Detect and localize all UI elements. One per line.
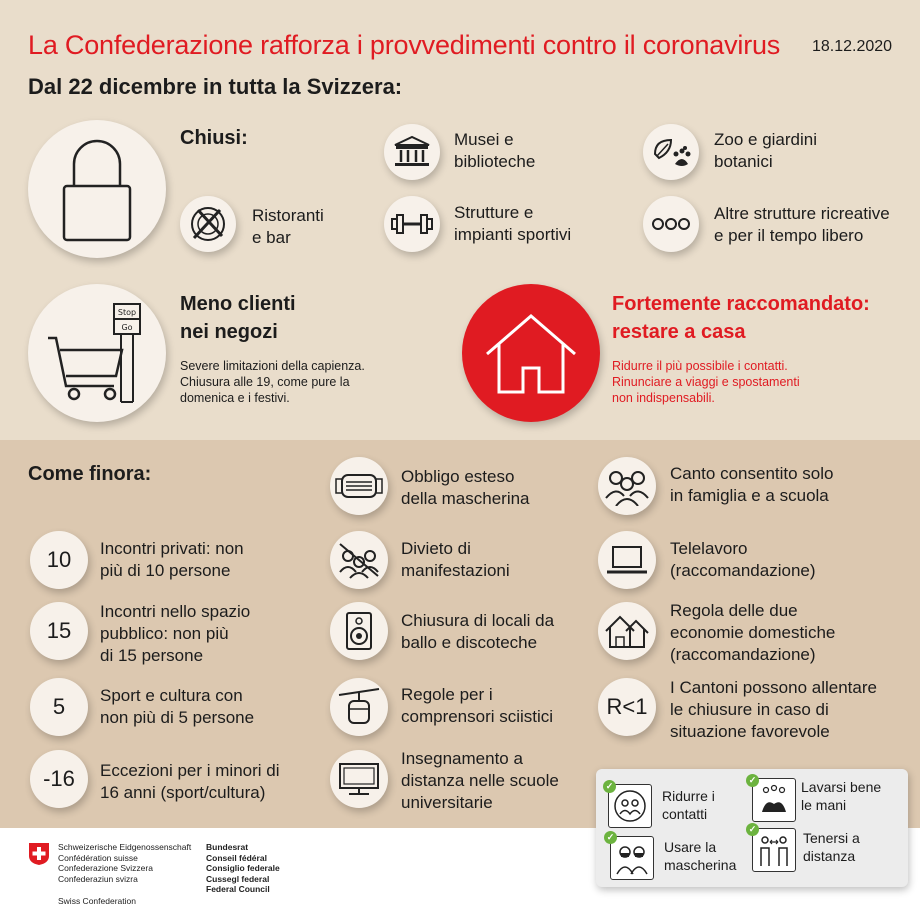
distance-tile (752, 828, 796, 872)
sport-label-2: impianti sportivi (454, 225, 572, 244)
dumbbell-icon (390, 210, 434, 238)
middle-text: comprensori sciistici (401, 707, 554, 726)
home-heading-2: restare a casa (612, 321, 746, 343)
middle-text: Regole per i (401, 685, 493, 704)
laptop-icon (605, 544, 649, 576)
hand-wash-icon (756, 782, 792, 818)
restaurant-label-2: e bar (252, 228, 291, 247)
page-title: La Confederazione rafforza i provvedimenti contro il coronavirus (28, 30, 781, 60)
houses-icon (604, 613, 650, 649)
numbered-text: di 15 persone (100, 646, 204, 665)
check-icon: ✓ (746, 774, 759, 787)
middle-text: Insegnamento a (401, 749, 523, 768)
fed-line: Confederazione Svizzera (58, 863, 153, 873)
swiss-flag-icon (28, 842, 50, 866)
more-icon (651, 217, 691, 231)
right-text: economie domestiche (670, 623, 836, 642)
fed-line: Schweizerische Eidgenossenschaft (58, 842, 192, 852)
card-text: mascherina (664, 857, 737, 873)
house-icon (481, 308, 581, 398)
restaurant-icon (188, 204, 228, 244)
number-circle (30, 602, 88, 660)
check-icon: ✓ (604, 831, 617, 844)
middle-text: della mascherina (401, 489, 530, 508)
shops-heading-2: nei negozi (180, 321, 278, 343)
number-value: 10 (46, 547, 72, 572)
speaker-icon (344, 611, 374, 651)
distance-icon (756, 832, 792, 868)
numbered-text: Incontri nello spazio (100, 602, 251, 621)
right-text: I Cantoni possono allentare (670, 678, 877, 697)
mask-tile (610, 836, 654, 880)
lock-circle (28, 120, 166, 258)
choir-icon (604, 466, 650, 506)
number-circle (30, 678, 88, 736)
card-text: Lavarsi bene (801, 779, 882, 795)
middle-text: universitarie (401, 793, 493, 812)
choir-circle (598, 457, 656, 515)
contacts-icon (612, 788, 648, 824)
number-value: 15 (46, 618, 72, 643)
council-line: Consiglio federale (206, 863, 280, 873)
numbered-text: più di 10 persone (100, 561, 231, 580)
speaker-circle (330, 602, 388, 660)
card-text: le mani (801, 797, 847, 813)
right-text: le chiusure in caso di (670, 700, 829, 719)
right-text: (raccomandazione) (670, 645, 816, 664)
other-label-2: e per il tempo libero (714, 226, 864, 245)
restaurant-circle (180, 196, 236, 252)
shops-text-3: domenica e i festivi. (180, 391, 290, 405)
number-circle (30, 750, 88, 808)
council-line: Bundesrat (206, 842, 249, 852)
r-less-than-one-icon: R<1 (606, 694, 648, 719)
shops-text-1: Severe limitazioni della capienza. (180, 359, 365, 373)
check-icon: ✓ (746, 823, 759, 836)
right-text: Regola delle due (670, 601, 798, 620)
as-before-heading: Come finora: (28, 463, 152, 485)
other-label-1: Altre strutture ricreative (714, 204, 890, 223)
number-value: -16 (43, 766, 75, 791)
card-text: distanza (803, 848, 856, 864)
middle-text: ballo e discoteche (401, 633, 538, 652)
middle-text: Chiusura di locali da (401, 611, 555, 630)
middle-text: manifestazioni (401, 561, 510, 580)
numbered-text: non più di 5 persone (100, 708, 255, 727)
sport-circle (384, 196, 440, 252)
home-text-1: Ridurre il più possibile i contatti. (612, 359, 788, 373)
home-circle (462, 284, 600, 422)
sport-label-1: Strutture e (454, 203, 534, 222)
home-heading-1: Fortemente raccomandato: (612, 293, 870, 315)
zoo-circle (643, 124, 699, 180)
restaurant-label-1: Ristoranti (252, 206, 324, 225)
fed-line: Confédération suisse (58, 852, 138, 863)
crowd-circle (330, 531, 388, 589)
date-label: 18.12.2020 (812, 38, 893, 55)
mask-circle (330, 457, 388, 515)
monitor-icon (337, 761, 381, 797)
zoo-icon (651, 134, 691, 170)
home-text-3: non indispensabili. (612, 391, 715, 405)
subtitle: Dal 22 dicembre in tutta la Svizzera: (28, 74, 403, 99)
other-circle (643, 196, 699, 252)
right-text: Canto consentito solo (670, 464, 834, 483)
right-text: situazione favorevole (670, 722, 830, 741)
card-text: Usare la (664, 839, 717, 855)
shopping-cart-icon (42, 298, 152, 408)
numbered-text: Incontri privati: non (100, 539, 244, 558)
card-text: Tenersi a (803, 830, 860, 846)
right-text: Telelavoro (670, 539, 748, 558)
council-line: Conseil fédéral (206, 852, 267, 863)
check-icon: ✓ (603, 780, 616, 793)
fed-line: Swiss Confederation (58, 896, 136, 906)
stop-sign-text: Stop (117, 308, 137, 317)
numbered-text: Sport e cultura con (100, 686, 243, 705)
cablecar-icon (337, 687, 381, 727)
wash-tile (752, 778, 796, 822)
zoo-label-2: botanici (714, 152, 773, 171)
middle-text: distanza nelle scuole (401, 771, 559, 790)
laptop-circle (598, 531, 656, 589)
shops-text-2: Chiusura alle 19, come pure la (180, 375, 350, 389)
museum-icon (392, 135, 432, 169)
fed-line: Confederaziun svizra (58, 873, 138, 884)
shop-circle (28, 284, 166, 422)
r-circle (598, 678, 656, 736)
right-text: in famiglia e a scuola (670, 486, 829, 505)
cablecar-circle (330, 678, 388, 736)
numbered-text: pubblico: non più (100, 624, 229, 643)
museum-label-2: biblioteche (454, 152, 536, 171)
mask-people-icon (614, 840, 650, 876)
card-text: Ridurre i (662, 788, 715, 804)
numbered-text: Eccezioni per i minori di (100, 761, 280, 780)
closed-heading: Chiusi: (180, 127, 248, 149)
go-sign-text: Go (121, 323, 133, 332)
home-text-2: Rinunciare a viaggi e spostamenti (612, 375, 800, 389)
museum-circle (384, 124, 440, 180)
monitor-circle (330, 750, 388, 808)
lock-icon (52, 134, 142, 244)
middle-text: Divieto di (401, 539, 471, 558)
number-value: 5 (52, 694, 66, 719)
museum-label-1: Musei e (454, 130, 514, 149)
contacts-tile (608, 784, 652, 828)
council-line: Cussegl federal (206, 873, 270, 884)
mask-icon (334, 471, 384, 501)
card-text: contatti (662, 806, 708, 822)
houses-circle (598, 602, 656, 660)
right-text: (raccomandazione) (670, 561, 816, 580)
shops-heading-1: Meno clienti (180, 293, 296, 315)
crowd-icon (336, 540, 382, 580)
numbered-text: 16 anni (sport/cultura) (100, 783, 266, 802)
number-circle (30, 531, 88, 589)
council-line: Federal Council (206, 884, 270, 894)
zoo-label-1: Zoo e giardini (714, 130, 818, 149)
middle-text: Obbligo esteso (401, 467, 515, 486)
